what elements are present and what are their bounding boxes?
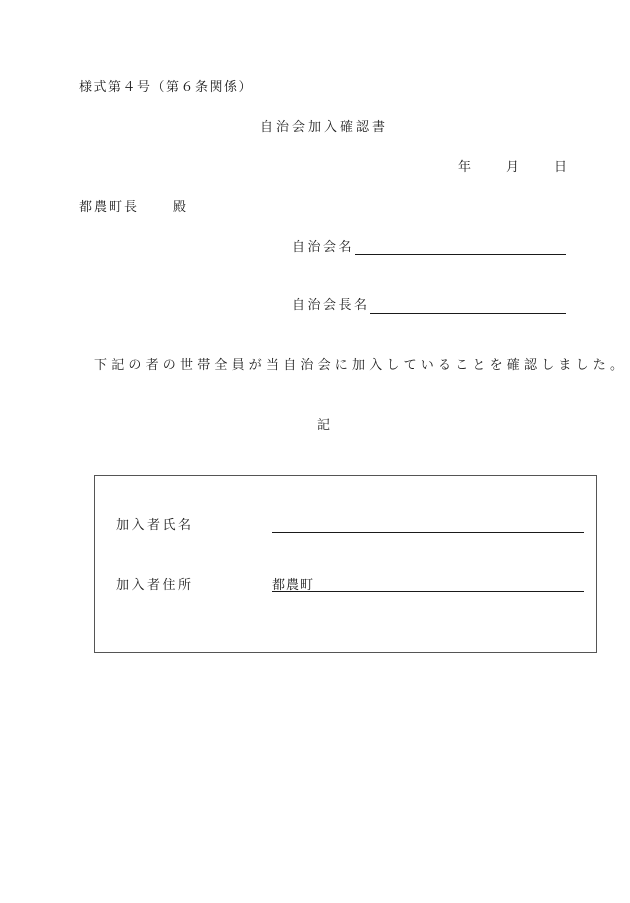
association-name-label: 自治会名 xyxy=(292,240,355,255)
confirmation-statement: 下記の者の世帯全員が当自治会に加入していることを確認しました。 xyxy=(94,358,628,373)
addressee-honorific: 殿 xyxy=(173,200,189,215)
addressee xyxy=(79,200,189,216)
year-label: 年 xyxy=(458,160,474,175)
association-chair-label: 自治会長名 xyxy=(292,298,370,313)
member-address-field[interactable] xyxy=(272,591,584,592)
document-title: 自治会加入確認書 xyxy=(260,120,389,135)
member-address-label: 加入者住所 xyxy=(116,578,194,593)
member-name-label: 加入者氏名 xyxy=(116,518,194,533)
month-label: 月 xyxy=(506,160,522,175)
addressee-name: 都農町長 xyxy=(79,200,140,215)
association-chair-field[interactable] xyxy=(370,313,566,314)
association-name-field[interactable] xyxy=(355,254,566,255)
form-number: 様式第４号（第６条関係） xyxy=(79,80,254,95)
ki-heading: 記 xyxy=(317,418,333,433)
member-name-field[interactable] xyxy=(272,532,584,533)
day-label: 日 xyxy=(554,160,570,175)
member-info-box xyxy=(94,475,597,653)
member-address-prefix: 都農町 xyxy=(272,578,315,593)
